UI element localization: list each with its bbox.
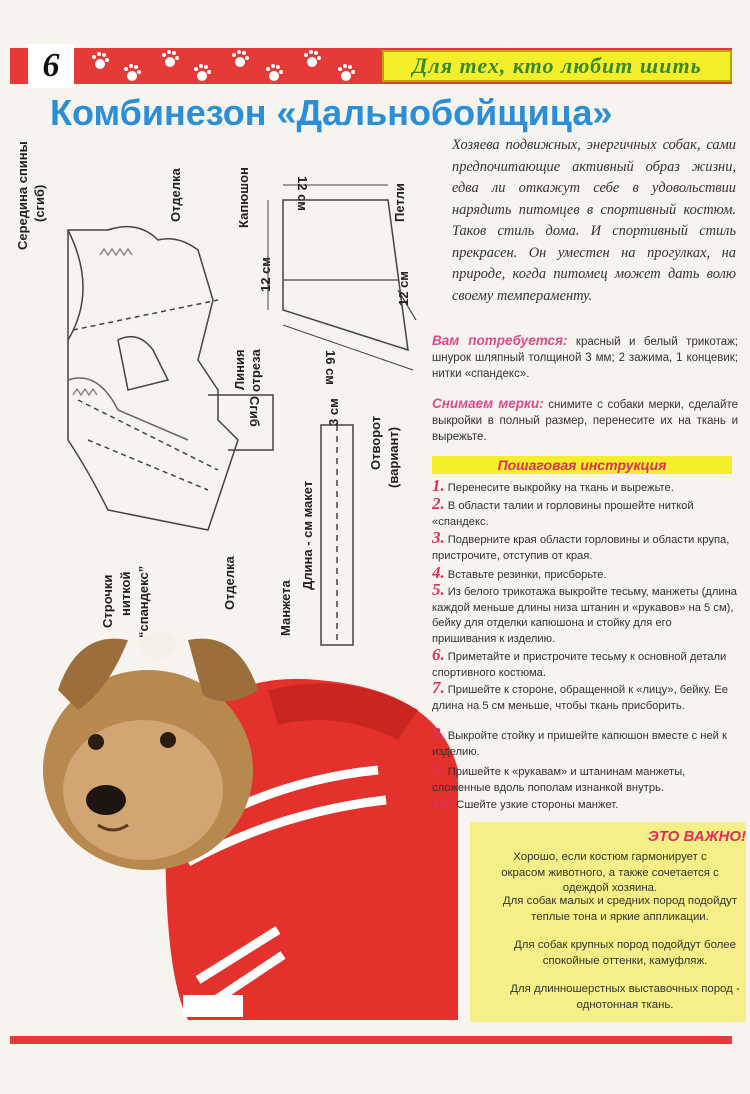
label-dim-12-right: 12 см — [396, 271, 411, 306]
needs-label: Вам потребуется: — [432, 333, 568, 348]
label-dim-3: 3 см — [326, 398, 341, 426]
page-header — [10, 40, 732, 92]
label-fold-paren: (сгиб) — [32, 184, 47, 222]
step-item: 1. Перенесите выкройку на ткань и вырежьте. — [432, 476, 674, 495]
important-title: ЭТО ВАЖНО! — [647, 828, 746, 845]
hood-pattern — [283, 200, 408, 350]
label-cut-line-2: отреза — [248, 349, 263, 392]
label-lapel-variant: (вариант) — [386, 426, 401, 488]
label-fold: Сгиб — [247, 396, 262, 427]
page-number: 6 — [28, 44, 74, 88]
important-p1: Хорошо, если костюм гармонирует с окрасом животного, а также сочетается с одеждой хозяина. — [501, 851, 719, 894]
needs-text: красный и белый трикотаж; шнурок шляпный толщиной 3 мм; 2 зажима, 1 концевик; нитки «спандекс». — [432, 336, 738, 380]
measure-label: Снимаем мерки: — [432, 396, 544, 411]
label-stitch-3: “спандекс” — [136, 565, 151, 638]
page-title: Комбинезон «Дальнобойщица» — [50, 92, 613, 133]
body-pattern-outline — [68, 227, 238, 530]
step-item: 10. Сшейте узкие стороны манжет. — [432, 793, 619, 812]
step-item: 7. Пришейте к стороне, обращенной к «лицу», бейку. Ее длина на 5 см меньше, чтобы ткань присборить. — [432, 678, 728, 712]
section-tag: Для тех, кто любит шить — [382, 50, 732, 82]
step-item: 2. В области талии и горловины прошейте ниткой «спандекс. — [432, 494, 694, 528]
step-item: 8. Выкройте стойку и пришейте капюшон вместе с ней к изделию. — [432, 724, 727, 758]
label-back-center: Середина спины — [15, 141, 30, 250]
important-p3: Для собак крупных пород подойдут более спокойные оттенки, камуфляж. — [514, 939, 736, 967]
step-item: 3. Подверните края области горловины и области крупа, пристрочите, отступив от края. — [432, 528, 730, 562]
label-dim-16: 16 см — [323, 350, 338, 385]
label-stitch-1: Строчки — [100, 574, 115, 628]
step-item: 9. Пришейте к «рукавам» и штанинам манжеты, сложенные вдоль пополам изнанкой внутрь. — [432, 760, 686, 794]
label-cut-line-1: Линия — [232, 349, 247, 390]
intro-text: Хозяева подвижных, энергичных собак, сами предпочитающие активный образ жизни, едва ли откажут себе в удовольствии нарядить питомцев в спортивный костюм. Таков стиль дома. И спортивный стиль прекрасен. Он уместен на прогулках, на природе, когда питомец может дать волю своему темпераменту. — [452, 137, 736, 304]
label-dim-12-left: 12 см — [258, 257, 273, 292]
label-stitch-2: ниткой — [118, 571, 133, 616]
sleeve-piece — [118, 337, 168, 390]
important-p2: Для собак малых и средних пород подойдут теплые тона и яркие аппликации. — [502, 895, 738, 923]
label-trim-bottom: Отделка — [222, 556, 237, 610]
step-item: 4. Вставьте резинки, присборьте. — [432, 563, 607, 582]
label-cuff: Манжета — [278, 580, 293, 636]
bottom-divider — [10, 1036, 732, 1044]
label-lapel: Отворот — [368, 415, 383, 470]
step-item: 5. Из белого трикотажа выкройте тесьму, манжеты (длина каждой меньше длины низа штанин и «рукавов» на 5 см), бейку для отделки капюшона и стойку для его пришивания к изделию. — [432, 580, 738, 645]
measure-text: снимите с собаки мерки, сделайте выкройки в полный размер, перенесите их на ткань и вырежьте. — [432, 399, 738, 443]
label-dim-12-top: 12 см — [295, 176, 310, 211]
step-item: 6. Приметайте и пристрочите тесьму к основной детали спортивного костюма. — [432, 645, 727, 679]
steps-title: Пошаговая инструкция — [497, 457, 667, 473]
measure-paragraph — [432, 396, 738, 445]
needs-paragraph — [432, 333, 738, 382]
paw-prints-icon — [84, 46, 374, 86]
label-length-max: Длина - см макет — [300, 480, 315, 590]
label-trim-top: Отделка — [168, 168, 183, 222]
neck-curve — [68, 230, 83, 340]
label-loops: Петли — [392, 183, 407, 222]
label-hood: Капюшон — [236, 167, 251, 228]
important-p4: Для длинношерстных выставочных пород - однотонная ткань. — [510, 983, 740, 1011]
